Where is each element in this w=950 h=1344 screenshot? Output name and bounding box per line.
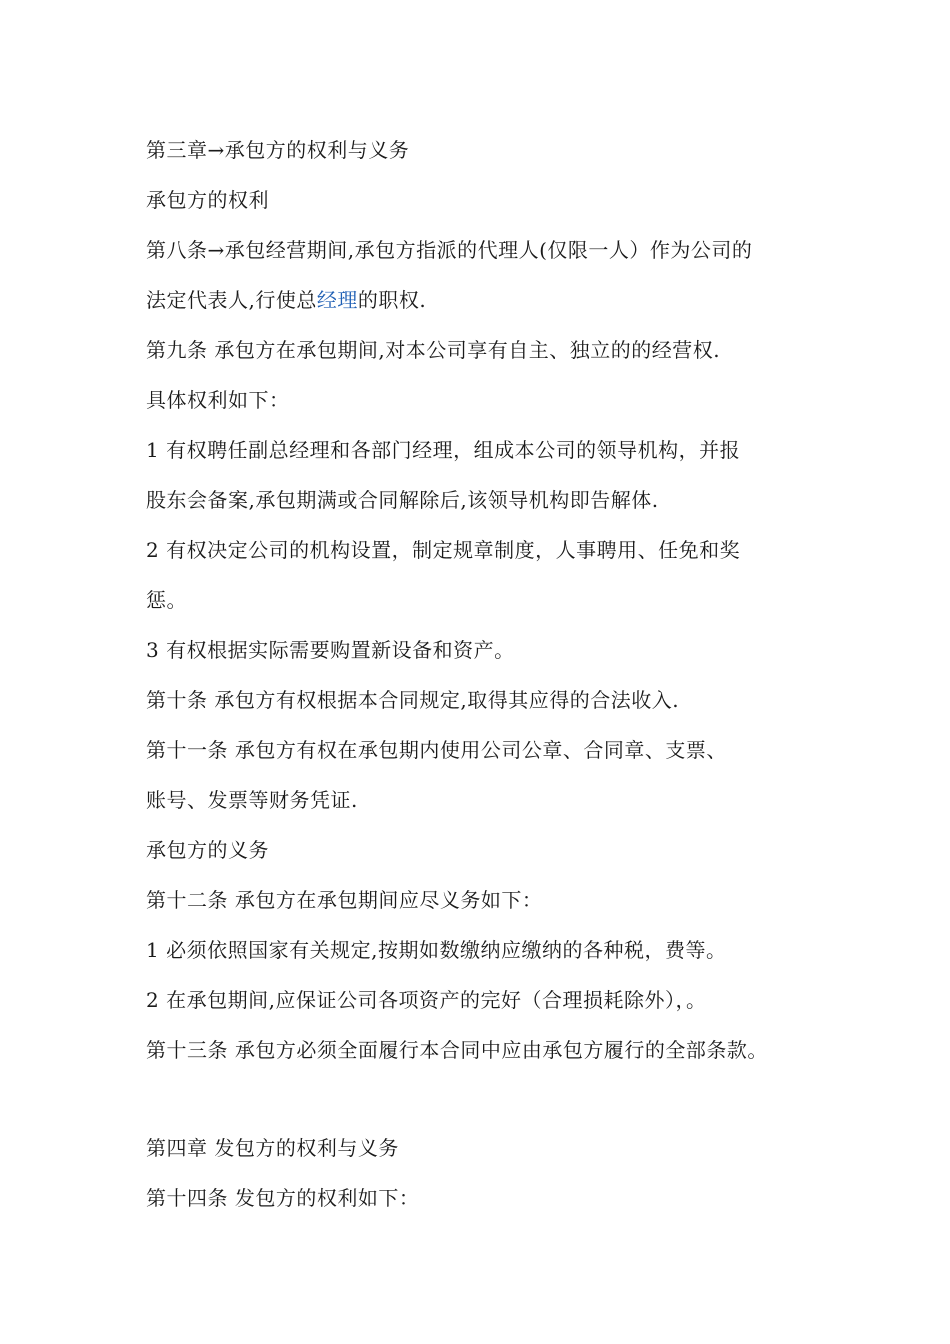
article-8-text-after: 的职权. [357, 288, 427, 312]
manager-link[interactable]: 经理 [316, 288, 358, 312]
obligation-2: 2 在承包期间,应保证公司各项资产的完好（合理损耗除外），。 [146, 988, 707, 1012]
article-8-line-1: 第八条→承包经营期间,承包方指派的代理人(仅限一人）作为公司的 [146, 238, 753, 262]
article-10: 第十条 承包方有权根据本合同规定,取得其应得的合法收入. [146, 688, 680, 712]
chapter-4-heading: 第四章 发包方的权利与义务 [146, 1136, 399, 1160]
article-12: 第十二条 承包方在承包期间应尽义务如下： [146, 888, 543, 912]
article-11-line-1: 第十一条 承包方有权在承包期内使用公司公章、合同章、支票、 [146, 738, 727, 762]
article-9: 第九条 承包方在承包期间,对本公司享有自主、独立的的经营权. [146, 338, 721, 362]
chapter-3-heading: 第三章→承包方的权利与义务 [146, 138, 410, 162]
article-14: 第十四条 发包方的权利如下： [146, 1186, 420, 1210]
right-1-line-2: 股东会备案,承包期满或合同解除后,该领导机构即告解体. [146, 488, 659, 512]
article-8-line-2 [146, 287, 426, 313]
right-3: 3 有权根据实际需要购置新设备和资产。 [146, 638, 515, 662]
right-2-line-2: 惩。 [146, 588, 187, 612]
section-contractor-rights: 承包方的权利 [146, 188, 269, 212]
rights-intro: 具体权利如下： [146, 388, 290, 412]
obligation-1: 1 必须依照国家有关规定,按期如数缴纳应缴纳的各种税，费等。 [146, 938, 727, 962]
article-11-line-2: 账号、发票等财务凭证. [146, 788, 358, 812]
right-2-line-1: 2 有权决定公司的机构设置，制定规章制度，人事聘用、任免和奖 [146, 538, 741, 562]
article-13: 第十三条 承包方必须全面履行本合同中应由承包方履行的全部条款。 [146, 1038, 768, 1062]
section-contractor-obligations: 承包方的义务 [146, 838, 269, 862]
article-8-text-before: 法定代表人,行使总 [146, 288, 317, 312]
right-1-line-1: 1 有权聘任副总经理和各部门经理，组成本公司的领导机构，并报 [146, 438, 741, 462]
